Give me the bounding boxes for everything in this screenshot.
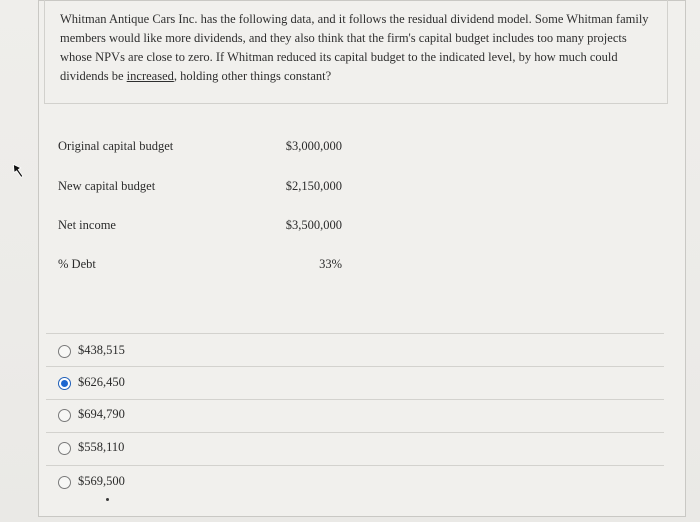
- data-label: Net income: [58, 218, 116, 232]
- radio-button[interactable]: [58, 476, 71, 489]
- question-text-part2: , holding other things constant?: [173, 69, 332, 83]
- radio-button[interactable]: [58, 442, 71, 455]
- answer-option-2[interactable]: [56, 375, 256, 397]
- option-label: $438,515: [78, 343, 125, 357]
- answer-option-4[interactable]: [56, 440, 256, 462]
- radio-button[interactable]: [58, 345, 71, 358]
- data-row-percent-debt: [56, 257, 356, 277]
- data-label: % Debt: [58, 257, 96, 271]
- divider: [46, 465, 664, 466]
- text-caret-dot: [106, 498, 109, 501]
- divider: [46, 432, 664, 433]
- answer-option-3[interactable]: [56, 407, 256, 429]
- answer-option-5[interactable]: [56, 474, 256, 496]
- data-value: $2,150,000: [285, 179, 342, 193]
- data-value: $3,000,000: [285, 139, 342, 153]
- data-row-original-capital-budget: [56, 139, 356, 159]
- radio-button-selected[interactable]: [58, 377, 71, 390]
- data-label: Original capital budget: [58, 139, 174, 153]
- option-label: $694,790: [78, 407, 125, 421]
- question-text-emphasis: increased: [126, 69, 174, 83]
- mouse-cursor-icon: [12, 162, 26, 180]
- data-value: 33%: [319, 257, 342, 271]
- question-text-part1: Whitman Antique Cars Inc. has the following data, and it follows the residual dividend model. Some Whitman family members would like more dividends, and they also think that the firm's capital budget includes too many projects whose NPVs are close to zero. If Whitman reduced its capital budget to the indicated level, by how much could dividends be: [60, 12, 649, 83]
- data-label: New capital budget: [58, 179, 156, 193]
- option-label: $626,450: [78, 375, 125, 389]
- divider: [46, 399, 664, 400]
- option-label: $558,110: [78, 440, 125, 454]
- divider: [46, 366, 664, 367]
- data-row-new-capital-budget: [56, 179, 356, 199]
- radio-button[interactable]: [58, 409, 71, 422]
- data-row-net-income: [56, 218, 356, 238]
- data-value: $3,500,000: [285, 218, 342, 232]
- divider: [46, 333, 664, 334]
- question-text: [60, 10, 660, 86]
- option-label: $569,500: [78, 474, 125, 488]
- answer-option-1[interactable]: [56, 343, 256, 365]
